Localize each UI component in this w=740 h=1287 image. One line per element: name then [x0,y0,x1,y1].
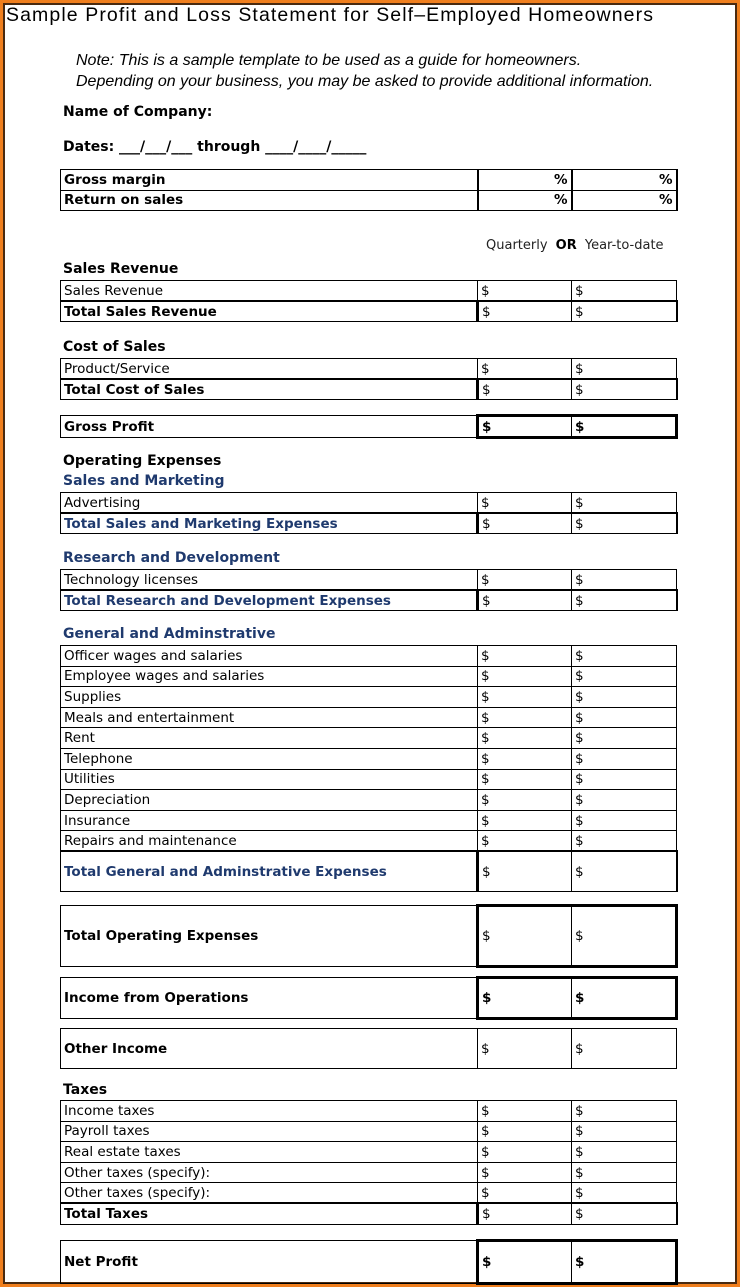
section-heading-sales-revenue: Sales Revenue [63,261,179,277]
table-row [61,1183,677,1204]
row-label: Total Sales Revenue [61,301,478,322]
subsection-heading-general-admin: General and Adminstrative [63,626,276,642]
table-row [61,493,677,514]
ytd-field[interactable]: $ [572,379,677,400]
dates-label: Dates: ___/___/___ through ____/____/_____ [63,139,367,155]
general-admin-table [60,645,678,892]
row-label: Other Income [61,1029,478,1069]
quarterly-field[interactable]: $ [478,707,572,728]
gross-profit-table [60,414,678,439]
table-row [61,790,677,811]
table-row [61,359,677,380]
row-label: Other taxes (specify): [61,1162,478,1183]
row-label: Employee wages and salaries [61,666,478,687]
table-row [61,1142,677,1163]
row-label: Repairs and maintenance [61,831,478,852]
row-label: Sales Revenue [61,281,478,302]
ytd-field[interactable]: $ [572,748,677,769]
ytd-field[interactable]: $ [572,646,677,667]
subsection-heading-sales-marketing: Sales and Marketing [63,473,225,489]
table-row [61,687,677,708]
row-label: Supplies [61,687,478,708]
note-line-2: Depending on your business, you may be asked to provide additional information. [76,73,654,90]
table-row [61,769,677,790]
row-label: Net Profit [61,1241,478,1284]
ytd-field[interactable]: $ [572,281,677,302]
ytd-field[interactable]: $ [572,301,677,322]
cost-of-sales-table [60,358,678,400]
ytd-field[interactable]: $ [572,1162,677,1183]
quarterly-field[interactable]: $ [478,493,572,514]
ytd-field[interactable]: $ [572,666,677,687]
ytd-field[interactable]: $ [572,1142,677,1163]
row-label: Total Sales and Marketing Expenses [61,513,478,534]
company-name-label: Name of Company: [63,104,213,120]
row-label: Technology licenses [61,570,478,591]
ratio-label: Return on sales [61,190,478,211]
quarterly-field[interactable]: % [478,190,572,211]
table-row-total [61,978,677,1019]
row-label: Total Research and Development Expenses [61,590,478,611]
row-label: Total Operating Expenses [61,906,478,967]
table-row [61,646,677,667]
quarterly-field[interactable]: $ [478,1183,572,1204]
table-row [61,666,677,687]
quarterly-field[interactable]: $ [478,1101,572,1122]
ratio-label: Gross margin [61,170,478,191]
ytd-field[interactable]: $ [572,707,677,728]
table-row-total [61,379,677,400]
table-row [61,170,677,191]
quarterly-field[interactable]: $ [478,728,572,749]
row-label: Meals and entertainment [61,707,478,728]
ytd-field[interactable]: $ [572,590,677,611]
quarterly-field[interactable]: $ [478,1241,572,1284]
net-profit-table [60,1239,678,1285]
row-label: Telephone [61,748,478,769]
ytd-field[interactable]: $ [572,570,677,591]
row-label: Income taxes [61,1101,478,1122]
ytd-field[interactable]: $ [572,1029,677,1069]
ytd-field[interactable]: $ [572,851,677,891]
quarterly-field[interactable]: $ [478,513,572,534]
quarterly-field[interactable]: $ [478,810,572,831]
ytd-field[interactable]: $ [572,769,677,790]
ytd-field[interactable]: $ [572,790,677,811]
table-row [61,810,677,831]
row-label: Product/Service [61,359,478,380]
table-row [61,748,677,769]
ytd-field[interactable]: $ [572,810,677,831]
column-header-or: OR [555,238,577,253]
table-row-total [61,1203,677,1224]
quarterly-field[interactable]: $ [478,1142,572,1163]
quarterly-field[interactable]: $ [478,1203,572,1224]
quarterly-field[interactable]: $ [478,790,572,811]
table-row-total [61,1241,677,1284]
table-row [61,190,677,211]
table-row [61,1121,677,1142]
ratios-table [60,169,678,211]
row-label: Insurance [61,810,478,831]
ytd-field[interactable]: $ [572,1241,677,1284]
table-row [61,728,677,749]
quarterly-field[interactable]: $ [478,1162,572,1183]
table-row [61,1029,677,1069]
row-label: Income from Operations [61,978,478,1019]
row-label: Utilities [61,769,478,790]
ytd-field[interactable]: $ [572,906,677,967]
quarterly-field[interactable]: $ [478,379,572,400]
ytd-field[interactable]: $ [572,359,677,380]
table-row-total [61,590,677,611]
row-label: Rent [61,728,478,749]
ytd-field[interactable]: $ [572,513,677,534]
subsection-heading-research-development: Research and Development [63,550,280,566]
ytd-field[interactable]: % [572,170,677,191]
quarterly-field[interactable]: $ [478,851,572,891]
table-row [61,1162,677,1183]
ytd-field[interactable]: % [572,190,677,211]
row-label: Total General and Adminstrative Expenses [61,851,478,891]
row-label: Total Cost of Sales [61,379,478,400]
other-income-table [60,1028,677,1069]
quarterly-field[interactable]: $ [478,978,572,1019]
column-header-quarterly: Quarterly [486,238,548,253]
section-heading-taxes: Taxes [63,1082,108,1098]
quarterly-field[interactable]: $ [478,769,572,790]
ytd-field[interactable]: $ [572,1121,677,1142]
ytd-field[interactable]: $ [572,687,677,708]
quarterly-field[interactable]: $ [478,570,572,591]
table-row [61,1101,677,1122]
note-line-1: Note: This is a sample template to be used as a guide for homeowners. [76,52,582,69]
ytd-field[interactable]: $ [572,1183,677,1204]
row-label: Advertising [61,493,478,514]
section-heading-operating-expenses: Operating Expenses [63,453,222,469]
quarterly-field[interactable]: $ [478,590,572,611]
quarterly-field[interactable]: $ [478,831,572,852]
row-label: Other taxes (specify): [61,1183,478,1204]
sales-revenue-table [60,280,678,322]
quarterly-field[interactable]: $ [478,687,572,708]
column-header-ytd: Year-to-date [584,238,664,253]
ytd-field[interactable]: $ [572,493,677,514]
row-label: Officer wages and salaries [61,646,478,667]
quarterly-field[interactable]: $ [478,666,572,687]
quarterly-field[interactable]: $ [478,646,572,667]
ytd-field[interactable]: $ [572,1203,677,1224]
table-row [61,281,677,302]
ytd-field[interactable]: $ [572,1101,677,1122]
table-row [61,570,677,591]
total-operating-expenses-table [60,904,678,968]
quarterly-field[interactable]: $ [478,301,572,322]
table-row [61,831,677,852]
ytd-field[interactable]: $ [572,831,677,852]
ytd-field[interactable]: $ [572,728,677,749]
sales-marketing-table [60,492,678,534]
quarterly-field[interactable]: $ [478,906,572,967]
document-title: Sample Profit and Loss Statement for Self–Employed Homeowners [6,4,655,26]
section-heading-cost-of-sales: Cost of Sales [63,339,166,355]
table-row-total [61,301,677,322]
quarterly-field[interactable]: $ [478,748,572,769]
table-row-total [61,906,677,967]
row-label: Gross Profit [61,416,478,438]
research-development-table [60,569,678,611]
quarterly-field[interactable]: $ [478,416,572,438]
row-label: Depreciation [61,790,478,811]
table-row-total [61,851,677,891]
quarterly-field[interactable]: % [478,170,572,191]
row-label: Total Taxes [61,1203,478,1224]
ytd-field[interactable]: $ [572,416,677,438]
taxes-table [60,1100,678,1225]
quarterly-field[interactable]: $ [478,1121,572,1142]
ytd-field[interactable]: $ [572,978,677,1019]
table-row-total [61,416,677,438]
row-label: Real estate taxes [61,1142,478,1163]
income-from-operations-table [60,976,678,1020]
row-label: Payroll taxes [61,1121,478,1142]
quarterly-field[interactable]: $ [478,1029,572,1069]
table-row-total [61,513,677,534]
quarterly-field[interactable]: $ [478,359,572,380]
column-headers [486,238,664,253]
table-row [61,707,677,728]
quarterly-field[interactable]: $ [478,281,572,302]
